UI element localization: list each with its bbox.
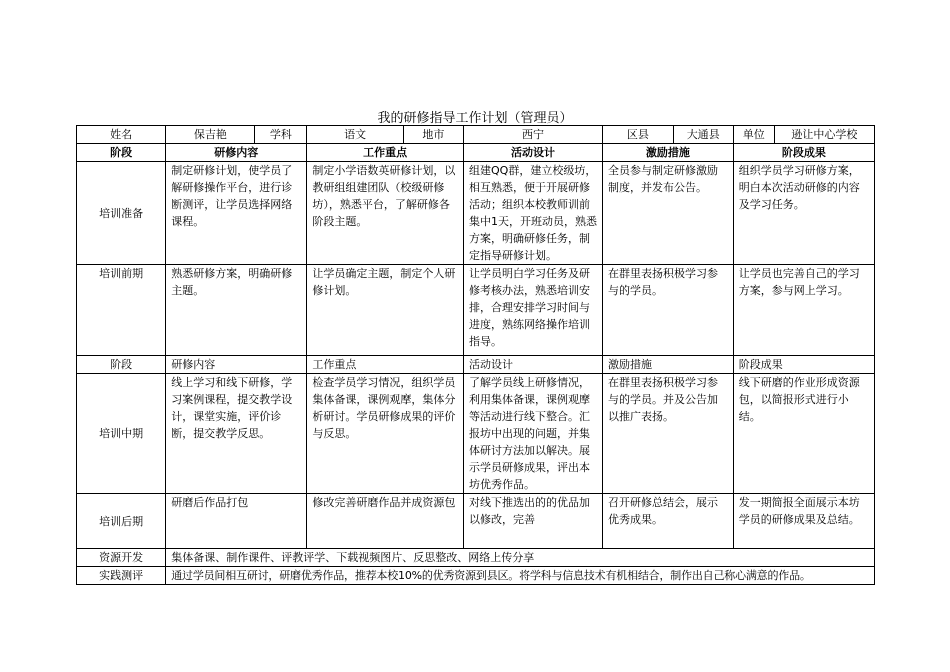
header-row-2: [77, 356, 875, 374]
header-incentive: 激励措施: [603, 144, 734, 162]
header2-stage: 阶段: [77, 356, 166, 374]
activity-cell: 组建QQ群，建立校级坊，相互熟悉，便于开展研修活动；组织本校教师训前集中1天，开班动员，熟悉方案，明确研修任务，制定指导研修计划。: [464, 162, 603, 265]
content-cell: 制定研修计划，使学员了解研修操作平台，进行诊断测评，让学员选择网络课程。: [166, 162, 307, 265]
focus-cell: 检查学员学习情况，组织学员集体备课，课例观摩，集体分析研讨。学员研修成果的评价与反思。: [307, 374, 464, 494]
header-stage: 阶段: [77, 144, 166, 162]
header2-incentive: 激励措施: [603, 356, 734, 374]
unit-value: 逊让中心学校: [791, 128, 858, 141]
city-value: 西宁: [464, 126, 603, 144]
city-label: 地市: [403, 126, 463, 144]
subject-label: 学科: [255, 126, 307, 144]
result-cell: 组织学员学习研修方案，明白本次活动研修的内容及学习任务。: [733, 162, 874, 265]
resource-text: 集体备课、制作课件、评教评学、下载视频图片、反思整改、网络上传分享: [166, 549, 875, 567]
page-title: 我的研修指导工作计划（管理员）: [377, 111, 573, 126]
result-cell: 让学员也完善自己的学习方案，参与网上学习。: [733, 265, 874, 356]
focus-cell: 修改完善研磨作品并成资源包: [307, 494, 464, 549]
header-activity: 活动设计: [464, 144, 603, 162]
stage-cell: 培训中期: [77, 374, 166, 494]
evaluation-label: 实践测评: [77, 567, 166, 585]
table-row: [77, 374, 875, 494]
resource-row: [77, 549, 875, 567]
name-label: 姓名: [77, 126, 166, 144]
evaluation-row: [77, 567, 875, 585]
focus-cell: 制定小学语数英研修计划，以教研组组建团队（校级研修坊），熟悉平台，了解研修各阶段主题。: [307, 162, 464, 265]
result-cell: 线下研磨的作业形成资源包，以简报形式进行小结。: [733, 374, 874, 494]
plan-table: [76, 125, 875, 585]
content-cell: 线上学习和线下研修，学习案例课程，提交教学设计，课堂实施，评价诊断，提交教学反思。: [166, 374, 307, 494]
county-value: 大通县: [673, 126, 733, 144]
evaluation-text: 通过学员间相互研讨，研磨优秀作品，推荐本校10%的优秀资源到县区。将学科与信息技术有机相结合，制作出自己称心满意的作品。: [166, 567, 875, 585]
activity-cell: 让学员明白学习任务及研修考核办法，熟悉培训安排，合理安排学习时间与进度，熟练网络操作培训指导。: [464, 265, 603, 356]
header2-result: 阶段成果: [733, 356, 874, 374]
stage-cell: 培训后期: [77, 494, 166, 549]
header2-focus: 工作重点: [307, 356, 464, 374]
table-row: [77, 265, 875, 356]
content-cell: 熟悉研修方案，明确研修主题。: [166, 265, 307, 356]
header2-content: 研修内容: [166, 356, 307, 374]
incentive-cell: 在群里表扬积极学习参与的学员。: [603, 265, 734, 356]
name-value: 保吉艳: [166, 126, 255, 144]
unit-label: 单位: [734, 126, 775, 143]
subject-value: 语文: [307, 126, 404, 144]
content-cell: 研磨后作品打包: [166, 494, 307, 549]
activity-cell: 了解学员线上研修情况，利用集体备课，课例观摩等活动进行线下整合。汇报坊中出现的问题，并集体研讨方法加以解决。展示学员研修成果，评出本坊优秀作品。: [464, 374, 603, 494]
incentive-cell: 召开研修总结会，展示优秀成果。: [603, 494, 734, 549]
stage-cell: 培训准备: [77, 162, 166, 265]
incentive-cell: 在群里表扬积极学习参与的学员。并及公告加以推广表扬。: [603, 374, 734, 494]
incentive-cell: 全员参与制定研修激励制度，并发布公告。: [603, 162, 734, 265]
result-cell: 发一期简报全面展示本坊学员的研修成果及总结。: [733, 494, 874, 549]
county-label: 区县: [603, 126, 674, 144]
header2-activity: 活动设计: [464, 356, 603, 374]
table-row: [77, 494, 875, 549]
header-row: [77, 144, 875, 162]
focus-cell: 让学员确定主题，制定个人研修计划。: [307, 265, 464, 356]
info-row: [77, 126, 875, 144]
header-content: 研修内容: [166, 144, 307, 162]
activity-cell: 对线下推选出的的优品加以修改，完善: [464, 494, 603, 549]
header-focus: 工作重点: [307, 144, 464, 162]
resource-label: 资源开发: [77, 549, 166, 567]
stage-cell: 培训前期: [77, 265, 166, 356]
table-row: [77, 162, 875, 265]
header-result: 阶段成果: [733, 144, 874, 162]
